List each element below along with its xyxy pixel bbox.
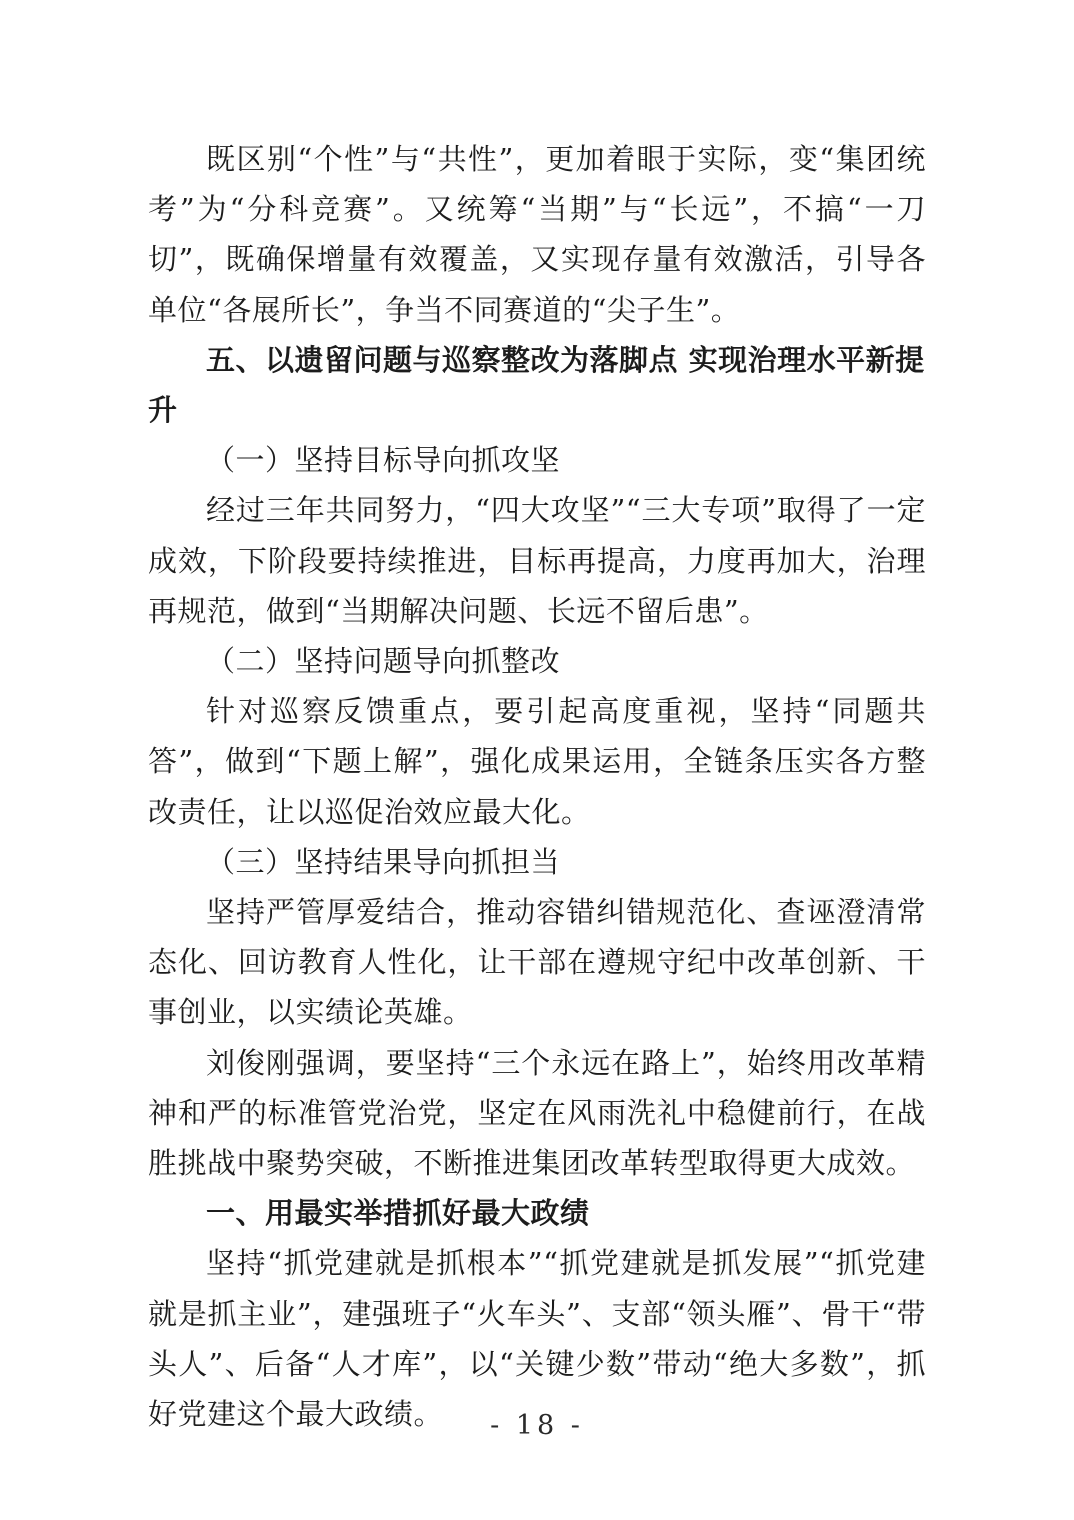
paragraph-classification-competition: 既区别“个性”与“共性”，更加着眼于实际，变“集团统考”为“分科竞赛”。又统筹“当期”与“长远”，不搞“一刀切”，既确保增量有效覆盖，又实现存量有效激活，引导各单位“各展所长”，争当不同赛道的“尖子生”。 xyxy=(148,142,926,327)
subsection-heading-one: （一）坚持目标导向抓攻坚 xyxy=(206,443,561,478)
section-heading-five: 五、以遗留问题与巡察整改为落脚点 实现治理水平新提升 xyxy=(148,342,925,428)
subsection-heading-three: （三）坚持结果导向抓担当 xyxy=(206,844,561,879)
section-heading-one: 一、用最实举措抓好最大政绩 xyxy=(206,1196,590,1231)
paragraph-inspection-feedback: 针对巡察反馈重点，要引起高度重视，坚持“同题共答”，做到“下题上解”，强化成果运用，全链条压实各方整改责任，让以巡促治效应最大化。 xyxy=(148,694,926,829)
paragraph-three-year-efforts: 经过三年共同努力，“四大攻坚”“三大专项”取得了一定成效，下阶段要持续推进，目标再提高，力度再加大，治理再规范，做到“当期解决问题、长远不留后患”。 xyxy=(148,493,926,628)
paragraph-party-building: 坚持“抓党建就是抓根本”“抓党建就是抓发展”“抓党建就是抓主业”，建强班子“火车头”、支部“领头雁”、骨干“带头人”、后备“人才库”，以“关键少数”带动“绝大多数”，抓好党建这个最大政绩。 xyxy=(148,1246,926,1432)
paragraph-liu-jungang-emphasis: 刘俊刚强调，要坚持“三个永远在路上”，始终用改革精神和严的标准管党治党，坚定在风雨洗礼中稳健前行，在战胜挑战中聚势突破，不断推进集团改革转型取得更大成效。 xyxy=(148,1045,926,1181)
page-number: - 18 - xyxy=(490,1410,584,1441)
subsection-heading-two: （二）坚持问题导向抓整改 xyxy=(206,644,561,679)
document-body xyxy=(148,134,926,1439)
paragraph-strict-management: 坚持严管厚爱结合，推动容错纠错规范化、查诬澄清常态化、回访教育人性化，让干部在遵规守纪中改革创新、干事创业，以实绩论英雄。 xyxy=(148,895,926,1030)
